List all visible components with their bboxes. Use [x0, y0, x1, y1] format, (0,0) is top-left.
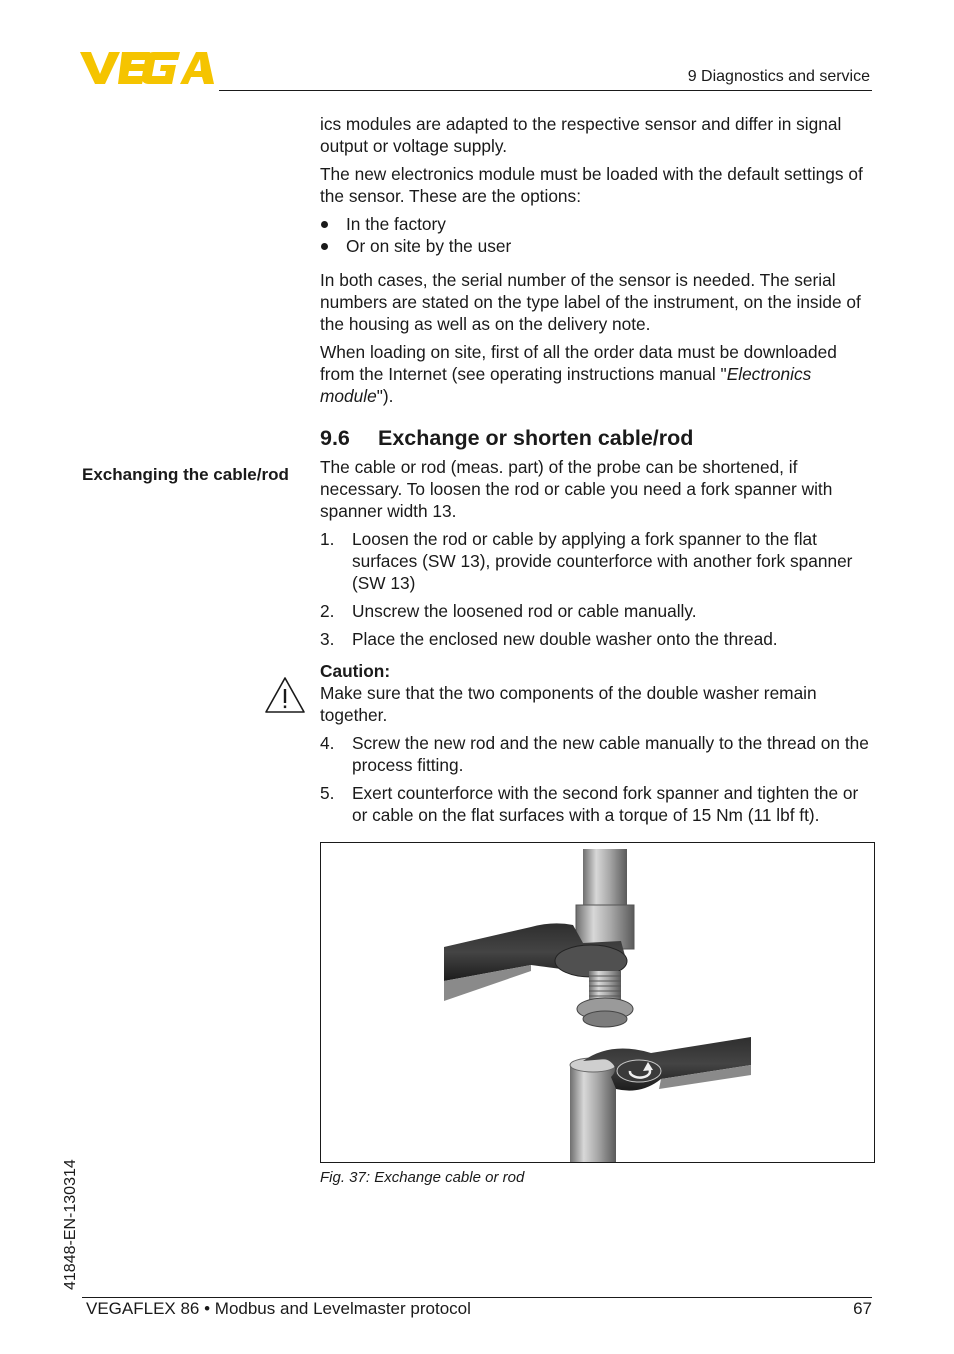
- step-list: [320, 528, 876, 650]
- step-text: Place the enclosed new double washer onto the thread.: [352, 629, 778, 649]
- figure-caption: Fig. 37: Exchange cable or rod: [320, 1169, 525, 1186]
- paragraph-text: ").: [376, 386, 394, 406]
- footer-rule: [82, 1297, 872, 1298]
- step-item: [320, 732, 876, 776]
- step-number: 1.: [320, 529, 335, 549]
- paragraph-text: When loading on site, first of all the order data must be downloaded from the Internet (see operating instructions manual ": [320, 342, 837, 384]
- section-number: 9.6: [320, 426, 350, 450]
- step-list: [320, 732, 876, 826]
- margin-label: Exchanging the cable/rod: [82, 465, 289, 484]
- step-number: 3.: [320, 629, 335, 649]
- section-title: Exchange or shorten cable/rod: [378, 426, 694, 450]
- step-number: 4.: [320, 733, 335, 753]
- manual-reference: Electronics module: [320, 364, 812, 406]
- caution-note: [320, 660, 876, 726]
- header-section-title: 9 Diagnostics and service: [687, 68, 870, 85]
- step-text: Loosen the rod or cable by applying a fork spanner to the flat surfaces (SW 13), provide counterforce with another fork spanner (SW 13): [352, 529, 853, 593]
- header-rule: [219, 90, 872, 91]
- caution-text: Make sure that the two components of the double washer remain together.: [320, 683, 817, 725]
- paragraph: ics modules are adapted to the respective sensor and differ in signal output or voltage supply.: [320, 114, 842, 156]
- step-text: Screw the new rod and the new cable manually to the thread on the process fitting.: [352, 733, 869, 775]
- step-number: 2.: [320, 601, 335, 621]
- step-text: Exert counterforce with the second fork spanner and tighten the or or cable on the flat surfaces with a torque of 15 Nm (11 lbf ft).: [352, 783, 859, 825]
- paragraph: The new electronics module must be loaded with the default settings of the sensor. These are the options:: [320, 164, 863, 206]
- footer-product: VEGAFLEX 86 • Modbus and Levelmaster protocol: [86, 1299, 471, 1318]
- warning-icon: [264, 676, 306, 714]
- step-item: [320, 528, 876, 594]
- document-id: 41848-EN-130314: [62, 1159, 79, 1290]
- section-heading: [320, 425, 876, 451]
- step-number: 5.: [320, 783, 335, 803]
- step-item: [320, 782, 876, 826]
- page-number: 67: [853, 1299, 872, 1318]
- main-content: [320, 113, 876, 832]
- bullet-item: Or on site by the user: [320, 235, 876, 257]
- step-item: [320, 628, 876, 650]
- spanner-illustration: [321, 843, 874, 1162]
- bullet-list: [320, 213, 876, 257]
- step-item: [320, 600, 876, 622]
- vega-logo: [80, 50, 214, 86]
- bullet-item: In the factory: [320, 213, 876, 235]
- caution-title: Caution:: [320, 661, 391, 681]
- paragraph: The cable or rod (meas. part) of the probe can be shortened, if necessary. To loosen the rod or cable you need a fork spanner with spanner width 13.: [320, 457, 833, 521]
- figure-exchange-cable: [320, 842, 875, 1163]
- step-text: Unscrew the loosened rod or cable manually.: [352, 601, 697, 621]
- paragraph: [320, 341, 876, 407]
- paragraph: In both cases, the serial number of the sensor is needed. The serial numbers are stated on the type label of the instrument, on the inside of the housing as well as on the delivery note.: [320, 270, 861, 334]
